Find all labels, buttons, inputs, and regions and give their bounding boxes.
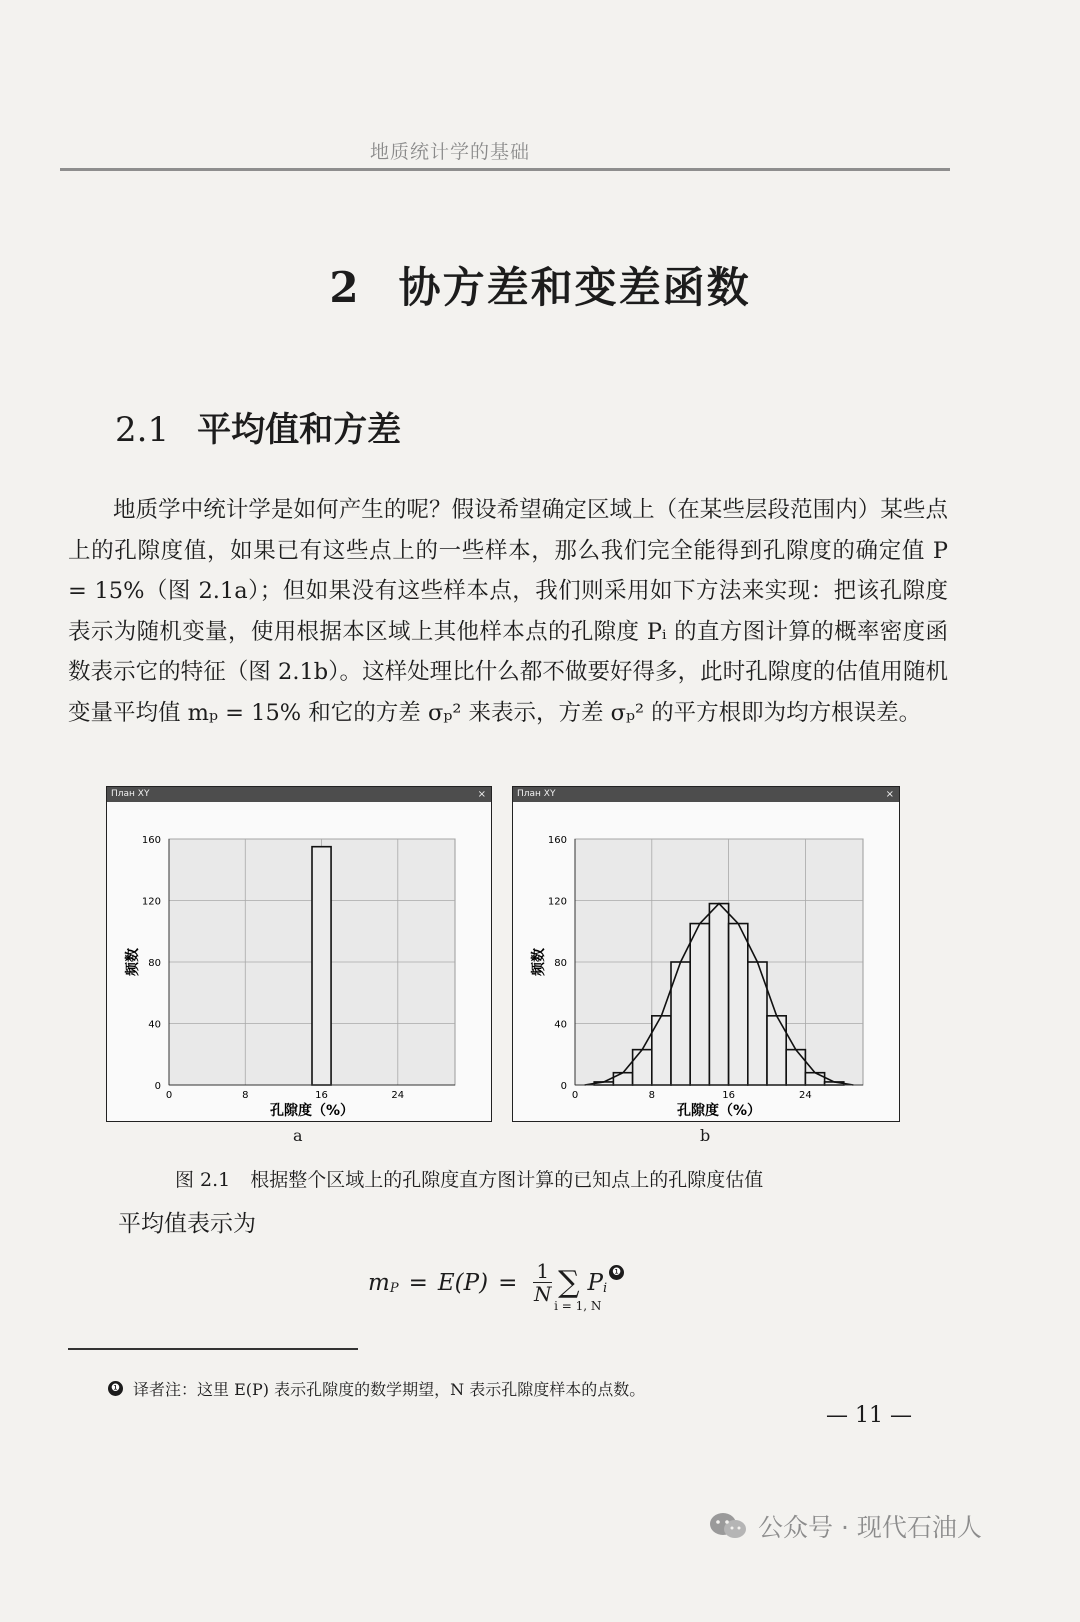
summation-range: i = 1, N	[554, 1299, 602, 1313]
figure-sublabel-b: b	[700, 1126, 711, 1145]
sigma-glyph: ∑	[558, 1265, 580, 1300]
x-axis-label: 孔隙度（%）	[269, 1103, 355, 1119]
figure-panel-b	[512, 786, 900, 1122]
close-icon[interactable]: ×	[885, 789, 894, 800]
close-icon[interactable]: ×	[477, 789, 486, 800]
fraction-denominator: N	[533, 1282, 552, 1306]
formula-term: P	[587, 1269, 603, 1296]
chapter-title-text: 协方差和变差函数	[398, 263, 751, 312]
y-tick-label: 80	[148, 958, 161, 969]
histogram-chart-a	[107, 802, 491, 1119]
histogram-bar	[633, 1050, 652, 1085]
watermark	[708, 1508, 982, 1544]
x-tick-label: 24	[391, 1090, 405, 1101]
x-tick-label: 0	[571, 1090, 579, 1101]
mean-formula	[368, 1259, 624, 1313]
section-title	[115, 402, 401, 451]
formula-term-sub: i	[602, 1281, 608, 1296]
y-tick-label: 0	[560, 1081, 567, 1092]
footnote	[108, 1377, 645, 1400]
y-tick-label: 160	[141, 835, 161, 846]
histogram-bar	[312, 847, 331, 1085]
histogram-bar	[805, 1073, 824, 1085]
x-tick-label: 8	[648, 1090, 655, 1101]
footnote-marker[interactable]: ❶	[609, 1265, 624, 1280]
section-number: 2.1	[115, 410, 170, 450]
y-tick-label: 160	[547, 835, 567, 846]
wechat-icon	[708, 1511, 748, 1541]
footnote-mark: ❶	[108, 1381, 123, 1396]
chapter-title	[0, 255, 1080, 315]
mean-intro: 平均值表示为	[118, 1211, 256, 1237]
panel-titlebar	[107, 787, 491, 802]
x-tick-label: 16	[315, 1090, 328, 1101]
histogram-bar	[709, 904, 728, 1085]
x-axis-label: 孔隙度（%）	[676, 1103, 762, 1119]
formula-eq1: =	[408, 1269, 428, 1296]
summation-symbol	[554, 1265, 602, 1313]
formula-lhs: m	[368, 1269, 390, 1296]
page-number: — 11 —	[826, 1403, 912, 1428]
watermark-text: 公众号 · 现代石油人	[758, 1513, 982, 1542]
y-tick-label: 80	[554, 958, 567, 969]
caption-text: 根据整个区域上的孔隙度直方图计算的已知点上的孔隙度估值	[250, 1169, 764, 1191]
formula-expectation: E(P)	[437, 1269, 489, 1296]
body-text	[68, 490, 948, 733]
panel-titlebar	[513, 787, 899, 802]
chapter-number: 2	[329, 263, 361, 312]
x-tick-label: 0	[165, 1090, 173, 1101]
figure-sublabel-a: a	[293, 1126, 303, 1145]
y-tick-label: 40	[554, 1019, 567, 1031]
y-tick-label: 120	[547, 896, 567, 908]
histogram-bar	[690, 924, 709, 1085]
fraction-numerator: 1	[533, 1260, 552, 1283]
formula-lhs-sub: P	[389, 1281, 399, 1296]
header-rule	[60, 168, 950, 171]
x-tick-label: 24	[799, 1090, 812, 1101]
y-tick-label: 40	[148, 1019, 161, 1031]
body-paragraph: 地质学中统计学是如何产生的呢？假设希望确定区域上（在某些层段范围内）某些点上的孔隙度值，如果已有这些点上的一些样本，那么我们完全能得到孔隙度的确定值 P = 15%（图 2.1a）；但如果没有这些样本点，我们则采用如下方法来实现：把该孔隙度表示为随机变量，使用根据本区域上其他样本点的孔隙度 Pᵢ 的直方图计算的概率密度函数表示它的特征（图 2.1b）。这样处理比什么都不做要好得多，此时孔隙度的估值用随机变量平均值 mₚ = 15% 和它的方差 σₚ² 来表示，方差 σₚ² 的平方根即为均方根误差。	[68, 497, 948, 726]
histogram-chart-b	[513, 802, 899, 1119]
running-head: 地质统计学的基础	[370, 141, 531, 163]
footnote-rule	[68, 1348, 358, 1350]
panel-title: План XY	[517, 789, 556, 799]
y-axis-label: 频数	[531, 948, 547, 976]
y-axis-label: 频数	[125, 948, 141, 976]
formula-eq2: =	[498, 1269, 518, 1296]
y-tick-label: 120	[141, 896, 161, 908]
histogram-bar	[613, 1073, 632, 1085]
panel-title: План XY	[111, 789, 150, 799]
histogram-bar	[729, 924, 748, 1085]
figure-caption	[175, 1165, 763, 1192]
caption-number: 图 2.1	[175, 1169, 231, 1191]
footnote-text: 译者注：这里 E(P) 表示孔隙度的数学期望，N 表示孔隙度样本的点数。	[133, 1380, 646, 1399]
figure-panel-a	[106, 786, 492, 1122]
y-tick-label: 0	[154, 1081, 161, 1092]
x-tick-label: 8	[242, 1090, 249, 1101]
section-title-text: 平均值和方差	[197, 410, 402, 450]
histogram-bar	[786, 1050, 805, 1085]
formula-fraction	[533, 1260, 552, 1305]
x-tick-label: 16	[722, 1090, 735, 1101]
